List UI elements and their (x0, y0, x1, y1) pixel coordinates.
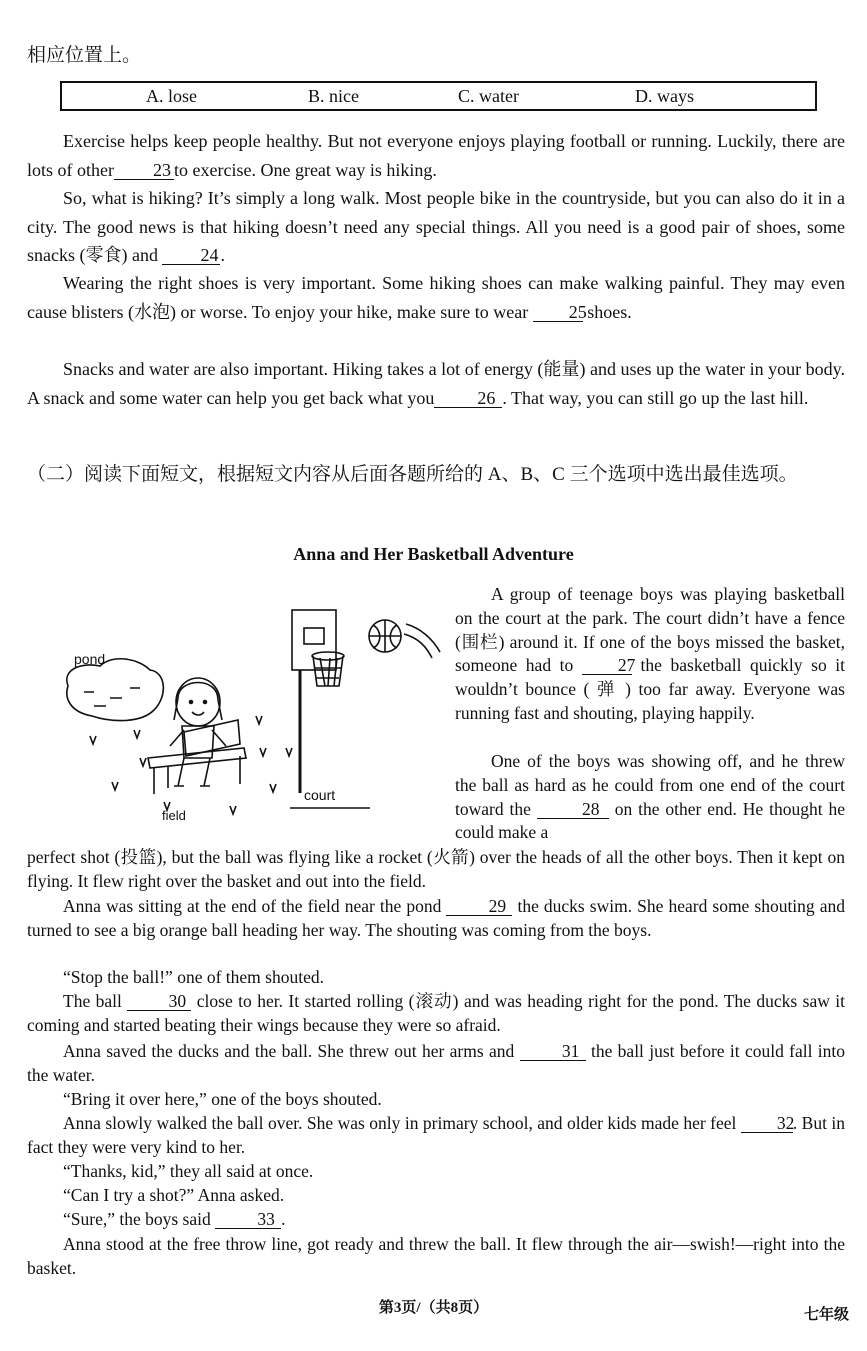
page-number: 第3页/（共8页） (378, 1300, 489, 1316)
blank-33: 33 (215, 1210, 281, 1229)
option-d: D. ways (635, 86, 694, 106)
passage2-paragraph2-cont: perfect shot (投篮), but the ball was flying like a rocket (火箭) over the heads of all the other boys. Then it kept on flying. It flew right over the basket and out into the field. (27, 847, 845, 891)
section2-instruction: （二）阅读下面短文，根据短文内容从后面各题所给的 A、B、C 三个选项中选出最佳选项。 (27, 464, 798, 485)
passage2-paragraph4: “Stop the ball!” one of them shouted. (63, 967, 324, 987)
blank-30: 30 (127, 992, 191, 1011)
passage2-paragraph12: Anna stood at the free throw line, got ready and threw the ball. It flew through the air—swish!—right into the basket. (27, 1234, 845, 1278)
blank-29: 29 (446, 897, 512, 916)
blank-32: 32 (741, 1114, 793, 1133)
passage2-paragraph6: Anna saved the ducks and the ball. She threw out her arms and 31 the ball just before it could fall into the water. (27, 1041, 846, 1085)
passage2-paragraph10: “Can I try a shot?” Anna asked. (63, 1185, 285, 1205)
word-options-box (60, 81, 817, 111)
passage1-paragraph3: Wearing the right shoes is very important. Some hiking shoes can make walking painful. They may even cause blisters (水泡) or worse. To enjoy your hike, make sure to wear 25 shoes. (27, 273, 845, 322)
grade-label: 七年级 (803, 1307, 849, 1323)
passage2-paragraph1: A group of teenage boys was playing basketball on the court at the park. The court didn’t have a fence (围栏) around it. If one of the boys missed the basket, someone had to 27 the basketball quickly so it wouldn’t bounce ( 弹 ) too far away. Everyone was running fast and shouting, playing happily. (455, 584, 846, 723)
option-b: B. nice (308, 86, 359, 106)
blank-26: 26 (434, 389, 502, 408)
court-label: court (304, 787, 336, 803)
passage2-paragraph8: Anna slowly walked the ball over. She was only in primary school, and older kids made her feel 32. But in fact they were very kind to her. (27, 1113, 845, 1157)
intro-text: 相应位置上。 (27, 45, 142, 66)
blank-25: 25 (533, 303, 583, 322)
passage1-paragraph2: So, what is hiking? It’s simply a long walk. Most people bike in the countryside, but you can also do it in a city. The good news is that hiking doesn’t need any special things. All you need is a good pair of shoes, some snacks (零食) and 24 . (27, 188, 845, 266)
story-title: Anna and Her Basketball Adventure (293, 544, 574, 564)
passage2-paragraph5: The ball 30 close to her. It started rolling (滚动) and was heading right for the pond. The ducks saw it coming and started beating their wings because they were so afraid. (27, 991, 846, 1035)
passage2-paragraph2: One of the boys was showing off, and he threw the ball as hard as he could from one end of the court toward the 28 on the other end. He thought he could make a (455, 751, 845, 843)
passage2-paragraph7: “Bring it over here,” one of the boys shouted. (63, 1089, 382, 1109)
option-a: A. lose (146, 86, 197, 106)
story-illustration (60, 598, 450, 838)
passage1-paragraph4: Snacks and water are also important. Hiking takes a lot of energy (能量) and uses up the water in your body. A snack and some water can help you get back what you 26 . That way, you can still go up the last hill. (27, 359, 845, 408)
pond-shape (67, 659, 164, 721)
passage1-paragraph1: Exercise helps keep people healthy. But not everyone enjoys playing football or running. Luckily, there are lots of other 23 to exercise. One great way is hiking. (27, 131, 845, 180)
girl-head (176, 678, 220, 726)
blank-27: 27 (582, 656, 632, 675)
blank-24: 24 (162, 246, 220, 265)
blank-31: 31 (520, 1042, 586, 1061)
option-c: C. water (458, 86, 519, 106)
blank-28: 28 (537, 800, 609, 819)
passage2-paragraph9: “Thanks, kid,” they all said at once. (63, 1161, 314, 1181)
blank-23: 23 (114, 161, 174, 180)
pond-label: pond (74, 651, 106, 667)
passage2-paragraph3: Anna was sitting at the end of the field near the pond 29 the ducks swim. She heard some shouting and turned to see a big orange ball heading her way. The shouting was coming from the boys. (27, 896, 845, 940)
field-label: field (162, 808, 186, 823)
passage2-paragraph11: “Sure,” the boys said 33 . (63, 1209, 286, 1229)
